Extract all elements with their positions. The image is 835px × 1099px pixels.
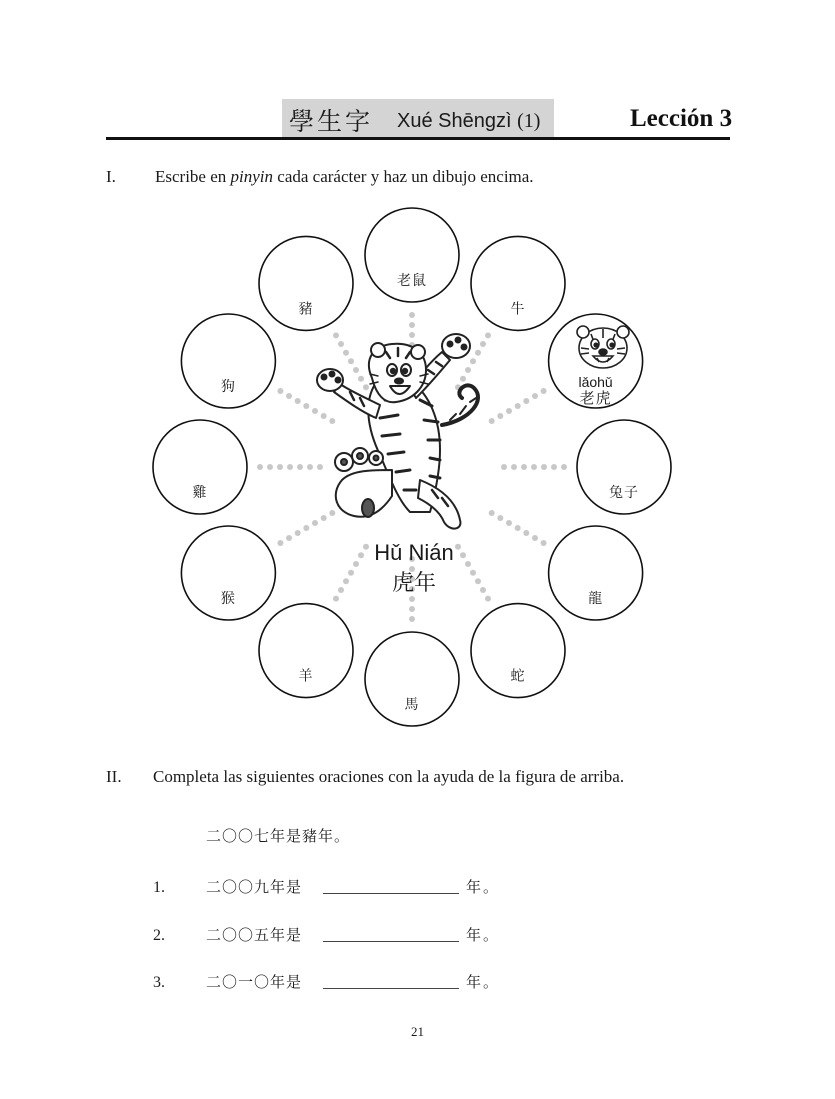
spoke-dot xyxy=(480,341,486,347)
spoke-dot xyxy=(343,578,349,584)
zodiac-hanzi: 蛇 xyxy=(510,668,526,685)
spoke-dot xyxy=(460,376,466,382)
spoke-dot xyxy=(523,398,529,404)
answer-blank-2[interactable] xyxy=(323,941,459,942)
zodiac-circle[interactable] xyxy=(153,420,247,514)
spoke-dot xyxy=(333,332,339,338)
zodiac-hanzi: 牛 xyxy=(510,301,526,318)
spoke-dot xyxy=(470,570,476,576)
spoke-dot xyxy=(358,376,364,382)
zodiac-hanzi: 兔子 xyxy=(609,485,639,501)
tiger-cartoon-icon xyxy=(317,334,478,529)
spoke-dot xyxy=(485,332,491,338)
zodiac-hanzi: 龍 xyxy=(588,591,604,607)
spoke-dot xyxy=(257,464,263,470)
center-pinyin: Hǔ Nián xyxy=(374,540,454,565)
section1-instruction-italic: pinyin xyxy=(230,167,274,186)
section2-number: II. xyxy=(106,767,122,786)
spoke-dot xyxy=(489,510,495,516)
zodiac-circle[interactable] xyxy=(471,604,565,698)
spoke-dot xyxy=(287,464,293,470)
spoke-dot xyxy=(475,350,481,356)
spoke-dot xyxy=(531,464,537,470)
spoke-dot xyxy=(303,525,309,531)
spoke-dot xyxy=(286,393,292,399)
section1-number: I. xyxy=(106,167,116,186)
spoke-dot xyxy=(363,384,369,390)
item-prompt: 二〇〇九年是 xyxy=(206,878,303,896)
spoke-dot xyxy=(321,515,327,521)
spoke-dot xyxy=(541,540,547,546)
spoke-dot xyxy=(312,408,318,414)
spoke-dot xyxy=(286,535,292,541)
spoke-dot xyxy=(312,520,318,526)
item-prompt: 二〇〇五年是 xyxy=(206,926,303,944)
spoke-dot xyxy=(501,464,507,470)
spoke-dot xyxy=(532,535,538,541)
spoke-dot xyxy=(363,544,369,550)
zodiac-circle[interactable] xyxy=(471,236,565,330)
zodiac-circle[interactable] xyxy=(181,314,275,408)
header-title-number: (1) xyxy=(517,110,541,132)
zodiac-circle[interactable] xyxy=(259,604,353,698)
spoke-dot xyxy=(541,464,547,470)
lesson-title: Lección 3 xyxy=(630,105,733,132)
spoke-dot xyxy=(295,398,301,404)
example-sentence-row xyxy=(0,825,835,851)
spoke-dot xyxy=(333,596,339,602)
spoke-dot xyxy=(409,616,415,622)
page-number: 21 xyxy=(411,1024,424,1039)
item-suffix: 年。 xyxy=(466,926,501,944)
spoke-dot xyxy=(465,561,471,567)
spoke-dot xyxy=(561,464,567,470)
spoke-dot xyxy=(506,520,512,526)
spoke-dot xyxy=(511,464,517,470)
item-suffix: 年。 xyxy=(466,878,501,896)
tiger-face-icon xyxy=(577,326,629,368)
zodiac-hanzi: 老虎 xyxy=(579,389,612,407)
item-number: 2. xyxy=(153,927,165,944)
zodiac-circle[interactable] xyxy=(181,526,275,620)
header-title-pinyin: Xué Shēngzì xyxy=(397,110,512,132)
spoke-dot xyxy=(470,358,476,364)
spoke-dot xyxy=(277,464,283,470)
spoke-dot xyxy=(317,464,323,470)
spoke-dot xyxy=(532,393,538,399)
spoke-dot xyxy=(303,403,309,409)
spoke-dot xyxy=(343,350,349,356)
spoke-dot xyxy=(348,570,354,576)
zodiac-hanzi: 馬 xyxy=(404,697,420,713)
spoke-dot xyxy=(329,418,335,424)
sentence-row-2 xyxy=(0,924,835,950)
spoke-dot xyxy=(455,544,461,550)
answer-blank-3[interactable] xyxy=(323,988,459,989)
spoke-dot xyxy=(353,367,359,373)
zodiac-hanzi: 狗 xyxy=(220,379,236,395)
item-number: 3. xyxy=(153,974,165,991)
spoke-dot xyxy=(297,464,303,470)
header-title-chinese: 學生字 xyxy=(289,107,374,136)
spoke-dot xyxy=(541,388,547,394)
zodiac-circle[interactable] xyxy=(259,236,353,330)
item-number: 1. xyxy=(153,879,165,896)
zodiac-pinyin: lǎohǔ xyxy=(578,374,613,390)
spoke-dot xyxy=(409,332,415,338)
spoke-dot xyxy=(358,552,364,558)
spoke-dot xyxy=(409,596,415,602)
zodiac-hanzi: 羊 xyxy=(298,668,314,685)
spoke-dot xyxy=(277,388,283,394)
spoke-dot xyxy=(465,367,471,373)
spoke-dot xyxy=(353,561,359,567)
spoke-dot xyxy=(506,408,512,414)
answer-blank-1[interactable] xyxy=(323,893,459,894)
spoke-dot xyxy=(460,552,466,558)
section1-instruction-after: cada carácter y haz un dibujo encima. xyxy=(273,167,534,186)
zodiac-hanzi: 猴 xyxy=(220,591,236,607)
spoke-dot xyxy=(409,312,415,318)
spoke-dot xyxy=(321,413,327,419)
section1-instruction-before: Escribe en xyxy=(155,167,231,186)
zodiac-circle[interactable] xyxy=(365,208,459,302)
spoke-dot xyxy=(277,540,283,546)
example-sentence: 二〇〇七年是豬年。 xyxy=(206,827,351,845)
spoke-dot xyxy=(295,530,301,536)
spoke-dot xyxy=(338,587,344,593)
spoke-dot xyxy=(521,464,527,470)
zodiac-circle[interactable] xyxy=(549,526,643,620)
sentence-row-1 xyxy=(0,876,835,902)
spoke-dot xyxy=(485,596,491,602)
spoke-dot xyxy=(409,322,415,328)
spoke-dot xyxy=(338,341,344,347)
spoke-dot xyxy=(329,510,335,516)
spoke-dot xyxy=(515,525,521,531)
zodiac-hanzi: 老鼠 xyxy=(397,273,427,289)
spoke-dot xyxy=(307,464,313,470)
spoke-dot xyxy=(475,578,481,584)
zodiac-hanzi: 雞 xyxy=(192,485,208,501)
spoke-dot xyxy=(348,358,354,364)
sentence-row-3 xyxy=(0,971,835,997)
zodiac-hanzi: 豬 xyxy=(298,301,314,318)
section2-instruction: Completa las siguientes oraciones con la ayuda de la figura de arriba. xyxy=(153,767,625,786)
spoke-dot xyxy=(551,464,557,470)
spoke-dot xyxy=(267,464,273,470)
center-hanzi: 虎年 xyxy=(391,571,437,596)
item-suffix: 年。 xyxy=(466,973,501,991)
spoke-dot xyxy=(409,606,415,612)
spoke-dot xyxy=(480,587,486,593)
item-prompt: 二〇一〇年是 xyxy=(206,973,303,991)
spoke-dot xyxy=(515,403,521,409)
zodiac-circle[interactable] xyxy=(577,420,671,514)
zodiac-circle[interactable] xyxy=(365,632,459,726)
spoke-dot xyxy=(497,515,503,521)
spoke-dot xyxy=(497,413,503,419)
spoke-dot xyxy=(489,418,495,424)
spoke-dot xyxy=(523,530,529,536)
